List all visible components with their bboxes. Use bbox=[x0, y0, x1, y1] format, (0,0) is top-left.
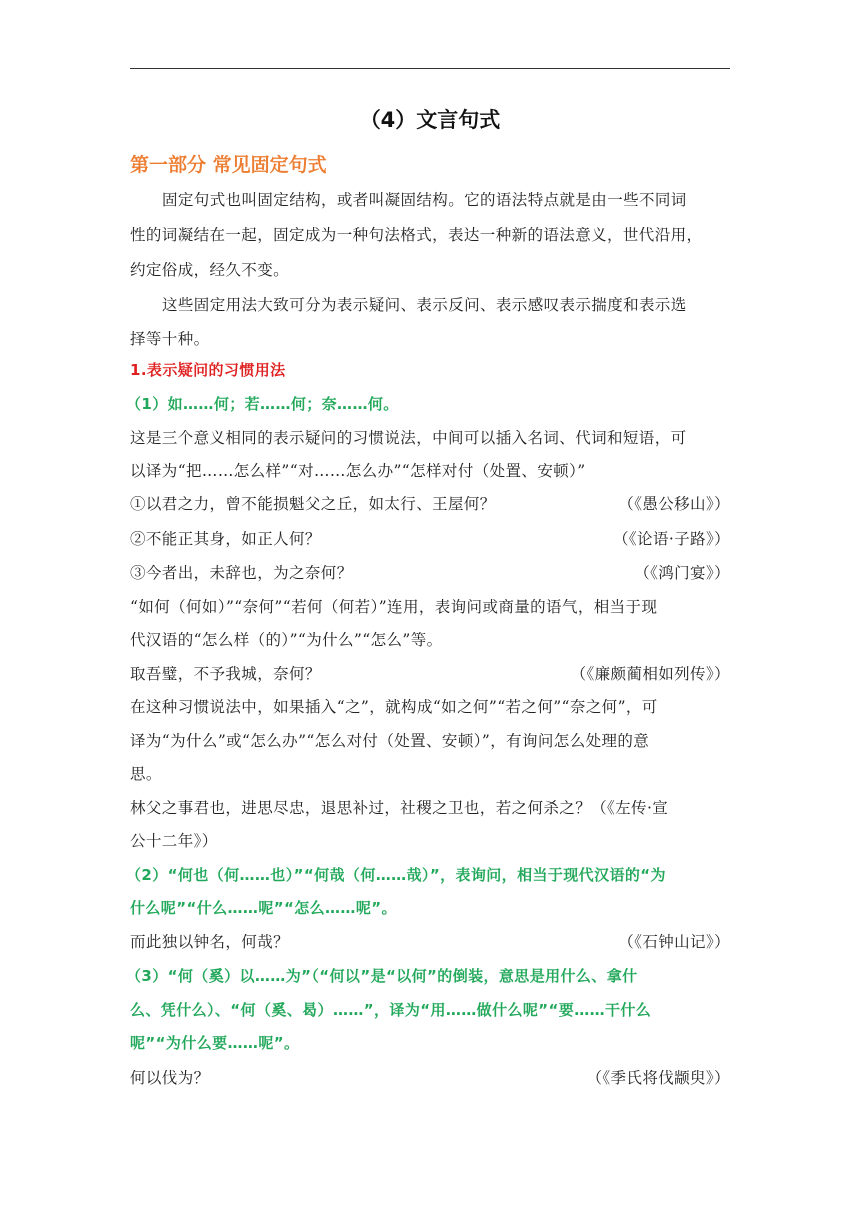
example-text: 何以伐为？ bbox=[130, 1069, 210, 1087]
note-2-line-2: 译为“为什么”或“怎么办”“怎么对付（处置、安顿）”，有询问怎么处理的意 bbox=[130, 732, 650, 750]
example-1 bbox=[130, 494, 730, 514]
intro2-line-2: 择等十种。 bbox=[130, 330, 210, 348]
sub-3-title-line-1: （3）“何（奚）以……为”（“何以”是“以何”的倒装，意思是用什么、拿什 bbox=[126, 967, 638, 985]
example-source: （《鸿门宴》） bbox=[634, 564, 730, 582]
example-source: （《廉颇蔺相如列传》） bbox=[570, 665, 730, 683]
header-rule bbox=[130, 68, 730, 69]
example-source: （《季氏将伐颛臾》） bbox=[586, 1069, 730, 1087]
example-source: （《石钟山记》） bbox=[618, 933, 730, 951]
note-2-line-3: 思。 bbox=[130, 765, 162, 783]
example-2 bbox=[130, 529, 730, 549]
example-7 bbox=[130, 1068, 730, 1088]
sub-1-desc-line-2: 以译为“把……怎么样”“对……怎么办”“怎样对付（处置、安顿）” bbox=[130, 462, 586, 480]
example-6 bbox=[130, 932, 730, 952]
section-1-title: 1.表示疑问的习惯用法 bbox=[130, 361, 286, 379]
example-text: ②不能正其身，如正人何？ bbox=[130, 530, 321, 548]
example-text: 而此独以钟名，何哉？ bbox=[130, 933, 290, 951]
sub-2-title-line-2: 什么呢”“什么……呢”“怎么……呢”。 bbox=[130, 899, 397, 917]
sub-3-title-line-2: 么、凭什么）、“何（奚、曷）……”，译为“用……做什么呢”“要……干什么 bbox=[130, 1001, 652, 1019]
intro-line-2: 性的词凝结在一起，固定成为一种句法格式，表达一种新的语法意义，世代沿用， bbox=[130, 226, 703, 244]
sub-3-title-line-3: 呢”“为什么要……呢”。 bbox=[130, 1034, 300, 1052]
intro2-line-1: 这些固定用法大致可分为表示疑问、表示反问、表示感叹表示揣度和表示选 bbox=[162, 296, 687, 314]
example-text: ③今者出，未辞也，为之奈何？ bbox=[130, 564, 353, 582]
sub-1-title: （1）如……何；若……何；奈……何。 bbox=[126, 395, 399, 413]
note-2-line-1: 在这种习惯说法中，如果插入“之”，就构成“如之何”“若之何”“奈之何”，可 bbox=[130, 698, 658, 716]
example-5-line-2: 公十二年》） bbox=[130, 832, 218, 850]
example-source: （《愚公移山》） bbox=[618, 495, 730, 513]
example-5-line-1: 林父之事君也，进思尽忠，退思补过，社稷之卫也，若之何杀之？（《左传·宣 bbox=[130, 799, 669, 817]
note-1-line-1: “如何（何如）”“奈何”“若何（何若）”连用，表询问或商量的语气，相当于现 bbox=[130, 598, 658, 616]
example-3 bbox=[130, 563, 730, 583]
part-title: 第一部分 常见固定句式 bbox=[130, 154, 327, 176]
example-text: ①以君之力，曾不能损魁父之丘，如太行、王屋何？ bbox=[130, 495, 496, 513]
page-title: （4）文言句式 bbox=[359, 108, 501, 132]
example-text: 取吾璧，不予我城，奈何？ bbox=[130, 665, 321, 683]
intro-line-3: 约定俗成，经久不变。 bbox=[130, 261, 290, 279]
intro-line-1: 固定句式也叫固定结构，或者叫凝固结构。它的语法特点就是由一些不同词 bbox=[162, 191, 687, 209]
example-4 bbox=[130, 664, 730, 684]
note-1-line-2: 代汉语的“怎么样（的）”“为什么”“怎么”等。 bbox=[130, 631, 443, 649]
example-source: （《论语·子路》） bbox=[612, 530, 730, 548]
sub-2-title-line-1: （2）“何也（何……也）”“何哉（何……哉）”，表询问，相当于现代汉语的“为 bbox=[126, 866, 666, 884]
sub-1-desc-line-1: 这是三个意义相同的表示疑问的习惯说法，中间可以插入名词、代词和短语，可 bbox=[130, 429, 687, 447]
